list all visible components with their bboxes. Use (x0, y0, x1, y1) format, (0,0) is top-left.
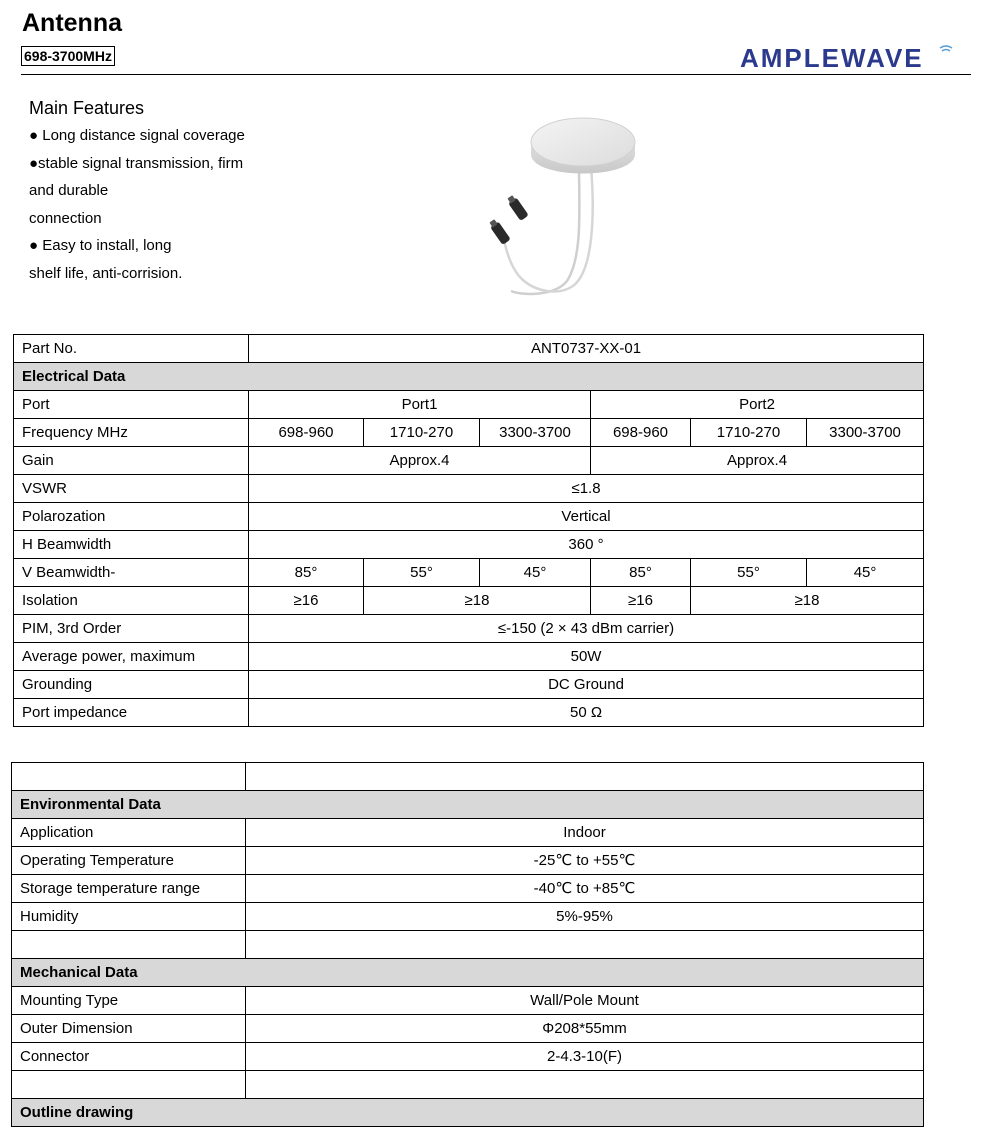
row-label: Isolation (14, 587, 249, 615)
table-cell: 1710-270 (691, 419, 807, 447)
table-cell: 3300-3700 (480, 419, 591, 447)
table-cell: Approx.4 (591, 447, 924, 475)
brand-wordmark: AMPLEWAVE (740, 43, 924, 73)
row-label: Grounding (14, 671, 249, 699)
main-features (29, 97, 289, 287)
empty-cell (12, 931, 246, 959)
table-cell: -25℃ to +55℃ (246, 847, 924, 875)
empty-cell (246, 931, 924, 959)
row-label: Application (12, 819, 246, 847)
row-label: Average power, maximum (14, 643, 249, 671)
table-cell: ≥18 (691, 587, 924, 615)
amplewave-logo (740, 40, 956, 74)
table-cell: 698-960 (249, 419, 364, 447)
antenna-product-image (463, 96, 663, 322)
table-cell: 1710-270 (364, 419, 480, 447)
table-cell: Indoor (246, 819, 924, 847)
table-cell: ≥18 (364, 587, 591, 615)
table-row (14, 447, 924, 475)
table-cell: 55° (691, 559, 807, 587)
table-cell: 50W (249, 643, 924, 671)
feature-line: ●stable signal transmission, firm (29, 154, 244, 172)
table-row (14, 335, 924, 363)
row-label: H Beamwidth (14, 531, 249, 559)
row-label: VSWR (14, 475, 249, 503)
section-header-row (14, 363, 924, 391)
table-cell: Vertical (249, 503, 924, 531)
table-cell: -40℃ to +85℃ (246, 875, 924, 903)
table-row (12, 763, 924, 791)
table-cell: 45° (807, 559, 924, 587)
table-row (12, 875, 924, 903)
row-label: Operating Temperature (12, 847, 246, 875)
table-row (14, 503, 924, 531)
table-cell: DC Ground (249, 671, 924, 699)
row-label: Polarozation (14, 503, 249, 531)
table-cell: 45° (480, 559, 591, 587)
table-cell: 698-960 (591, 419, 691, 447)
wave-icon (940, 46, 952, 51)
row-label: Connector (12, 1043, 246, 1071)
header-divider (21, 74, 971, 75)
table-cell: 2-4.3-10(F) (246, 1043, 924, 1071)
table-cell: ≤-150 (2 × 43 dBm carrier) (249, 615, 924, 643)
table-cell: ≥16 (249, 587, 364, 615)
feature-line: shelf life, anti-corrision. (29, 264, 183, 282)
feature-line: ● Easy to install, long (29, 237, 172, 254)
table-row (14, 699, 924, 727)
row-label: Frequency MHz (14, 419, 249, 447)
empty-cell (246, 1071, 924, 1099)
row-label: Humidity (12, 903, 246, 931)
section-title: Electrical Data (14, 363, 924, 391)
empty-cell (12, 763, 246, 791)
table-row (14, 643, 924, 671)
section-header-row (12, 791, 924, 819)
part-number: ANT0737-XX-01 (249, 335, 924, 363)
section-title: Environmental Data (12, 791, 924, 819)
section-header-row (12, 959, 924, 987)
table-row (14, 615, 924, 643)
table-cell: Approx.4 (249, 447, 591, 475)
row-label: Mounting Type (12, 987, 246, 1015)
row-label: Part No. (14, 335, 249, 363)
table-cell: 85° (249, 559, 364, 587)
table-row (14, 391, 924, 419)
feature-line: connection (29, 209, 102, 227)
table-cell: ≥16 (591, 587, 691, 615)
document-title: Antenna (22, 9, 122, 37)
row-label: Outer Dimension (12, 1015, 246, 1043)
section-header-row (12, 1099, 924, 1127)
table-row (14, 587, 924, 615)
table-cell: Wall/Pole Mount (246, 987, 924, 1015)
section-title: Outline drawing (12, 1099, 924, 1127)
table-row (12, 847, 924, 875)
port1-header: Port1 (249, 391, 591, 419)
table-cell: 3300-3700 (807, 419, 924, 447)
features-heading: Main Features (29, 98, 145, 118)
table-cell: Φ208*55mm (246, 1015, 924, 1043)
table-row (12, 1043, 924, 1071)
empty-cell (12, 1071, 246, 1099)
frequency-range-label: 698-3700MHz (21, 46, 115, 66)
row-label: V Beamwidth- (14, 559, 249, 587)
row-label: Port (14, 391, 249, 419)
port2-header: Port2 (591, 391, 924, 419)
electrical-spec-table (13, 334, 924, 727)
features-list (29, 122, 289, 287)
table-row (12, 931, 924, 959)
feature-line: and durable (29, 182, 109, 199)
table-row (12, 1015, 924, 1043)
table-row (14, 475, 924, 503)
row-label: Port impedance (14, 699, 249, 727)
table-cell: 55° (364, 559, 480, 587)
table-row (14, 419, 924, 447)
section-title: Mechanical Data (12, 959, 924, 987)
environmental-mechanical-table (11, 762, 924, 1127)
feature-line: ● Long distance signal coverage (29, 127, 245, 144)
row-label: PIM, 3rd Order (14, 615, 249, 643)
table-cell: ≤1.8 (249, 475, 924, 503)
row-label: Gain (14, 447, 249, 475)
table-row (12, 903, 924, 931)
table-row (12, 1071, 924, 1099)
table-cell: 85° (591, 559, 691, 587)
table-cell: 5%-95% (246, 903, 924, 931)
table-row (14, 531, 924, 559)
empty-cell (246, 763, 924, 791)
table-cell: 360 ° (249, 531, 924, 559)
table-row (14, 559, 924, 587)
table-row (12, 819, 924, 847)
row-label: Storage temperature range (12, 875, 246, 903)
table-row (14, 671, 924, 699)
table-cell: 50 Ω (249, 699, 924, 727)
table-row (12, 987, 924, 1015)
